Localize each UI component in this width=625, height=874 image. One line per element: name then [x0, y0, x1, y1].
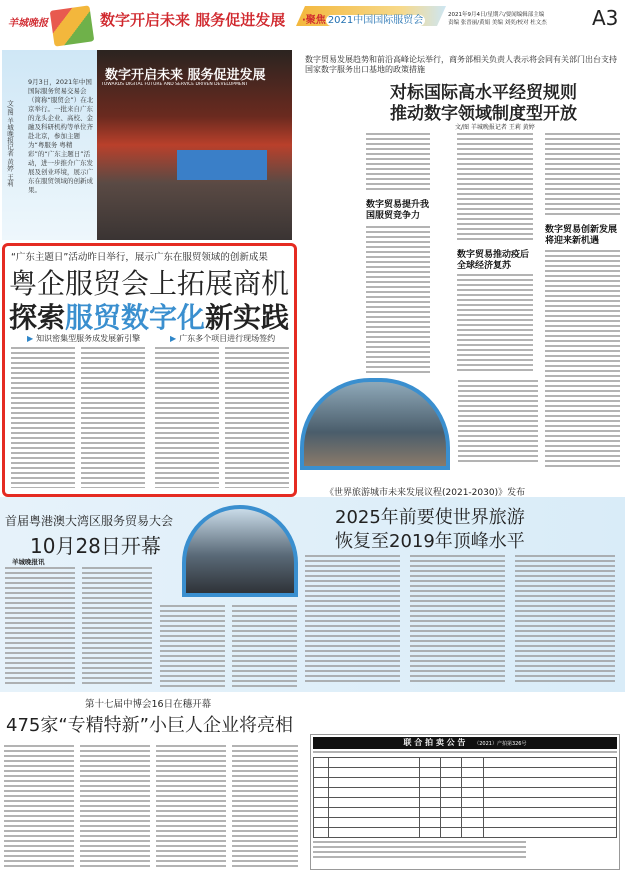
gba-body — [160, 605, 225, 687]
lead-headline-2 — [9, 296, 289, 336]
focus-label — [302, 11, 425, 26]
ad-table — [313, 757, 617, 838]
forum-photo-caption — [458, 380, 538, 465]
expo-body — [80, 745, 150, 870]
right-subhead-3: 数字贸易创新发展将迎来新机遇 — [545, 225, 618, 246]
lead-body-col — [81, 347, 145, 488]
gba-body — [5, 567, 75, 687]
lead-subhead-1: ▶ 知识密集型服务成发展新引擎 — [27, 333, 140, 344]
editors-line: 责编 张晋丽/黄娟 美编 刘奕/校对 杜文杰 — [448, 20, 547, 26]
auction-ad — [310, 734, 620, 870]
gba-lead: 羊城晚报讯 — [12, 558, 45, 566]
cube-icon — [50, 5, 95, 46]
table-row — [314, 828, 617, 838]
table-row — [314, 788, 617, 798]
table-row — [314, 768, 617, 778]
headline-highlight: 服贸数字化 — [65, 301, 206, 334]
focus-prefix: ·聚焦 — [302, 15, 326, 26]
logo: 羊城晚报 — [8, 18, 48, 29]
gba-body — [232, 605, 297, 687]
ad-footer — [313, 841, 526, 861]
ad-number: （2021）产拍第326号 — [474, 741, 527, 747]
section-title: 数字开启未来 服务促进发展 — [100, 11, 286, 29]
masthead — [0, 0, 625, 50]
lead-body-col — [155, 347, 219, 488]
top-photo-caption-panel — [2, 50, 97, 240]
tourism-headline-1: 2025年前要使世界旅游 — [335, 507, 525, 528]
table-row — [314, 758, 617, 768]
page-number: A3 — [592, 6, 619, 30]
gba-body — [82, 567, 152, 687]
table-row — [314, 818, 617, 828]
photo-caption: 9月3日，2021年中国国际服务贸易交易会（简称“服贸会”）在北京举行。一批来自广东的龙头企业、高校、金融及科研机构等单位齐赴北京，参加主题为“粤服务 粤精彩”的“广东主题日”活动，进一步推介广东发展及创业环境，展示广东在服贸领域的创新成果。 — [28, 78, 94, 194]
expo-headline: 475家“专精特新”小巨人企业将亮相 — [6, 715, 294, 736]
gba-headline-1: 首届粤港澳大湾区服务贸易大会 — [5, 514, 174, 528]
photo-screen — [177, 150, 267, 180]
right-deck: 数字贸易发展趋势和前沿高峰论坛举行，商务部相关负责人表示将会同有关部门出台支持国家数字服务出口基地的政策措施 — [305, 55, 617, 74]
tourism-body — [305, 555, 400, 685]
right-body — [366, 133, 430, 191]
tourism-headline-2: 恢复至2019年顶峰水平 — [335, 531, 525, 552]
lead-kicker: “广东主题日”活动昨日举行，展示广东在服贸领域的创新成果 — [11, 252, 268, 263]
expo-kicker: 第十七届中博会16日在穗开幕 — [85, 699, 212, 710]
ad-title: 联 合 拍 卖 公 告 — [403, 738, 466, 747]
right-body — [457, 133, 533, 243]
gba-headline-2: 10月28日开幕 — [30, 534, 161, 558]
right-byline: 文/图 羊城晚报记者 王莉 黄婷 — [455, 124, 535, 131]
ad-intro — [313, 751, 617, 755]
right-headline-2: 推动数字领域制度型开放 — [390, 104, 577, 124]
lead-body-col — [225, 347, 289, 488]
tourism-body — [410, 555, 505, 685]
photo-banner-cn: 数字开启未来 服务促进发展 — [105, 68, 266, 83]
focus-event: 2021中国国际服贸会 — [327, 15, 424, 26]
lead-body-col — [11, 347, 75, 488]
date-line: 2021年9月4日/星期六/要闻编辑部主编 — [448, 12, 545, 18]
lead-subhead-2: ▶ 广东多个项目进行现场签约 — [170, 333, 275, 344]
photo-banner-en: TOWARDS DIGITAL FUTURE AND SERVICE DRIVEN DEVELOPMENT — [101, 82, 248, 87]
photo-byline: 文/图 羊城晚报记者 黄婷 王莉 — [6, 100, 14, 187]
expo-body — [232, 745, 298, 870]
expo-body — [156, 745, 226, 870]
forum-photo — [300, 378, 450, 470]
tourism-body — [515, 555, 615, 685]
lead-headline-1: 粤企服贸会上拓展商机 — [9, 267, 290, 300]
right-body — [545, 250, 620, 470]
right-body — [366, 226, 430, 374]
expo-body — [4, 745, 74, 870]
right-subhead-1: 数字贸易提升我国服贸竞争力 — [366, 200, 430, 221]
ad-header — [313, 737, 617, 749]
lead-article — [2, 243, 297, 497]
right-subhead-2: 数字贸易推动疫后全球经济复苏 — [457, 250, 530, 271]
right-body — [457, 274, 533, 374]
tourism-kicker: 《世界旅游城市未来发展议程(2021-2030)》发布 — [325, 488, 526, 498]
right-headline-1: 对标国际高水平经贸规则 — [390, 83, 577, 103]
table-row — [314, 808, 617, 818]
table-row — [314, 778, 617, 788]
table-row — [314, 798, 617, 808]
top-photo — [97, 50, 292, 240]
headline-part: 新实践 — [205, 301, 290, 334]
right-body — [545, 133, 620, 218]
headline-part: 探索 — [9, 301, 66, 334]
